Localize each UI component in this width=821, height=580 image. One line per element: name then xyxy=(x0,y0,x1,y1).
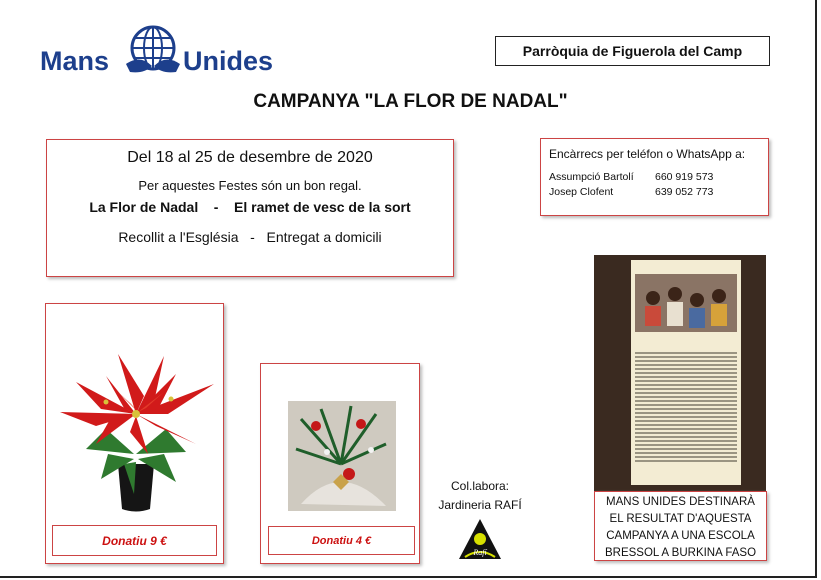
mans-unides-logo xyxy=(40,24,300,76)
campaign-info-box xyxy=(46,139,454,277)
orders-header: Encàrrecs per teléfon o WhatsApp a: xyxy=(549,147,746,161)
project-caption xyxy=(594,491,767,561)
contact-phone[interactable]: 660 919 573 xyxy=(655,171,714,183)
contact-phone[interactable]: 639 052 773 xyxy=(655,186,714,198)
parish-box: Parròquia de Figuerola del Camp xyxy=(495,36,770,66)
pickup-text: Recollit a l'Església xyxy=(118,229,239,245)
mistletoe-image xyxy=(261,364,419,522)
campaign-dates: Del 18 al 25 de desembre de 2020 xyxy=(127,149,373,166)
rafi-logo-icon xyxy=(457,517,503,563)
contact-name: Josep Clofent xyxy=(549,186,614,198)
delivery-text: Entregat a domicili xyxy=(266,229,382,245)
article-photo xyxy=(635,274,737,332)
delivery-separator: - xyxy=(250,229,255,245)
donation-poinsettia: Donatiu 9 € xyxy=(52,525,217,556)
product-mistletoe: El ramet de vesc de la sort xyxy=(234,199,411,215)
campaign-title: CAMPANYA "LA FLOR DE NADAL" xyxy=(253,91,568,112)
orders-box xyxy=(540,138,769,216)
rafi-logo-text: Rafí xyxy=(473,548,487,557)
newspaper-article-image xyxy=(594,255,766,491)
collaborator xyxy=(430,477,530,569)
contact-row xyxy=(549,186,714,198)
products-line xyxy=(47,199,453,215)
article-text-lines xyxy=(635,352,737,464)
caption-line: BRESSOL A BURKINA FASO xyxy=(604,547,757,559)
article-paper xyxy=(631,260,741,485)
caption-line: EL RESULTAT D'AQUESTA xyxy=(609,513,752,525)
pot-icon xyxy=(118,464,154,512)
donation-mistletoe: Donatiu 4 € xyxy=(268,526,415,555)
contact-row xyxy=(549,171,714,183)
globe-hands-icon xyxy=(122,24,184,76)
poinsettia-image xyxy=(46,304,223,519)
caption-line: CAMPANYA A UNA ESCOLA xyxy=(606,530,755,542)
logo-word-mans: Mans xyxy=(40,46,110,76)
gift-text: Per aquestes Festes són un bon regal. xyxy=(138,178,362,193)
poinsettia-card xyxy=(45,303,224,564)
delivery-line xyxy=(47,229,453,245)
products-separator: - xyxy=(213,199,219,215)
mistletoe-card xyxy=(260,363,420,564)
collab-label: Col.labora: xyxy=(450,479,510,493)
product-poinsettia: La Flor de Nadal xyxy=(89,199,199,215)
caption-line: MANS UNIDES DESTINARÀ xyxy=(606,496,755,508)
collab-company: Jardineria RAFÍ xyxy=(438,498,522,512)
contact-name: Assumpció Bartolí xyxy=(549,171,634,183)
logo-word-unides: Unides xyxy=(183,46,274,76)
